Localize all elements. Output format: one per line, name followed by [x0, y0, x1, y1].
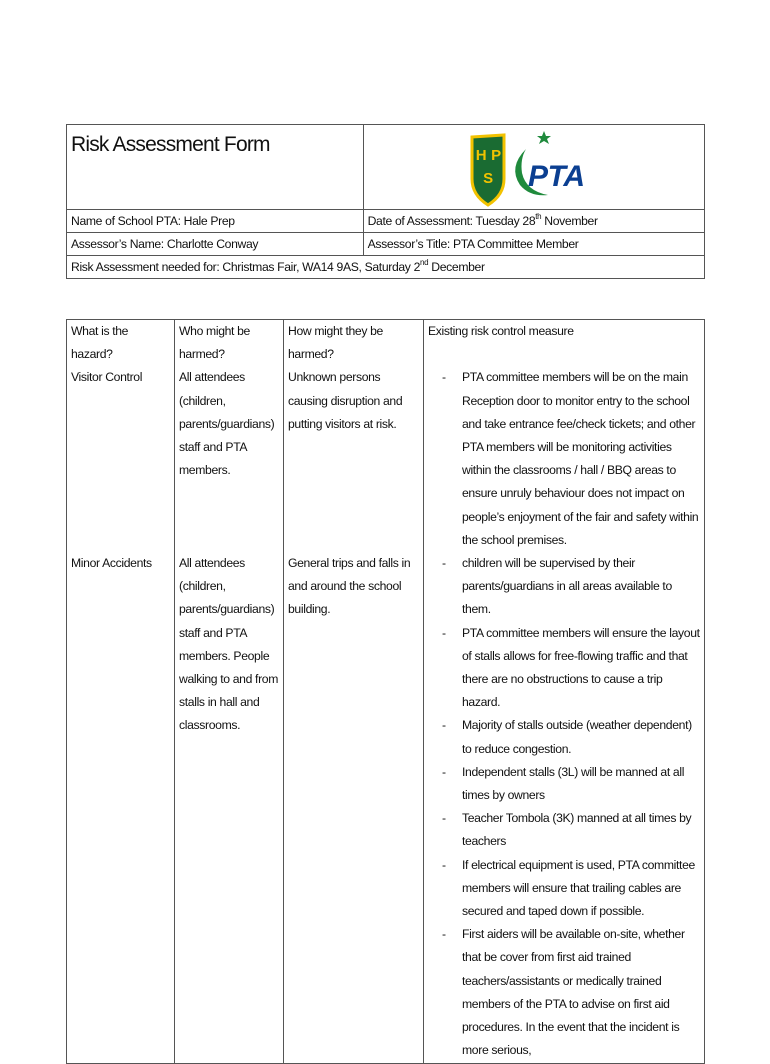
header-table [66, 124, 705, 279]
assessor-title-cell [363, 233, 704, 256]
logo-cell [363, 125, 704, 210]
assessor-name-cell [67, 233, 364, 256]
list-item: - If electrical equipment is used, PTA committee members will ensure that trailing cables are secured and taped down if possible. [428, 854, 700, 924]
assessor-name: Assessor’s Name: Charlotte Conway [71, 237, 259, 251]
form-title: Risk Assessment Form [71, 133, 270, 156]
shield-letter-s: S [482, 170, 493, 187]
who-cell: All attendees (children, parents/guardians) staff and PTA members. [175, 366, 284, 552]
pta-logo [468, 125, 588, 209]
list-item: - Independent stalls (3L) will be manned at all times by owners [428, 761, 700, 807]
measures-cell [424, 366, 705, 552]
list-item: - children will be supervised by their parents/guardians in all areas available to them. [428, 552, 700, 622]
date-prefix: Date of Assessment: Tuesday 28 [367, 214, 536, 228]
date-sup: th [535, 212, 542, 221]
school-pta: Name of School PTA: Hale Prep [71, 214, 235, 228]
shield-letter-p: P [490, 147, 501, 164]
needed-for-cell [67, 256, 705, 279]
needed-sup: nd [420, 258, 429, 267]
pta-logo-text: PTA [527, 160, 585, 193]
list-item: - Majority of stalls outside (weather dependent) to reduce congestion. [428, 714, 700, 760]
hazard-cell: Visitor Control [67, 366, 175, 552]
school-pta-cell [67, 210, 364, 233]
header-who: Who might be harmed? [175, 320, 284, 367]
date-suffix: November [541, 214, 598, 228]
shield-letter-h: H [475, 147, 486, 164]
header-how: How might they be harmed? [284, 320, 424, 367]
table-row [67, 552, 705, 1063]
measures-list [428, 552, 700, 1062]
star-icon [537, 131, 551, 144]
measures-list [428, 366, 700, 552]
needed-prefix: Risk Assessment needed for: Christmas Fair, WA14 9AS, Saturday 2 [71, 260, 421, 274]
table-header-row [67, 320, 705, 367]
list-item: - First aiders will be available on-site, whether that be cover from first aid trained teachers/assistants or medically trained members of the PTA to advise on first aid procedures. In the event that the incident is more serious, [428, 923, 700, 1062]
list-item: - PTA committee members will ensure the layout of stalls allows for free-flowing traffic and that there are no obstructions to cause a trip hazard. [428, 622, 700, 715]
how-cell: Unknown persons causing disruption and putting visitors at risk. [284, 366, 424, 552]
assessor-title: Assessor’s Title: PTA Committee Member [367, 237, 579, 251]
hazard-cell: Minor Accidents [67, 552, 175, 1063]
table-row [67, 366, 705, 552]
header-hazard: What is the hazard? [67, 320, 175, 367]
needed-suffix: December [428, 260, 485, 274]
header-measures: Existing risk control measure [424, 320, 705, 367]
list-item: - PTA committee members will be on the main Reception door to monitor entry to the school and take entrance fee/check tickets; and other PTA members will be monitoring activities within the classrooms / hall / BBQ areas to ensure unruly behaviour does not impact on people’s enjoyment of the fair and safety within the school premises. [428, 366, 700, 552]
who-cell: All attendees (children, parents/guardians) staff and PTA members. People walking to and from stalls in hall and classrooms. [175, 552, 284, 1063]
date-cell [363, 210, 704, 233]
risk-table [66, 319, 705, 1064]
measures-cell [424, 552, 705, 1063]
list-item: - Teacher Tombola (3K) manned at all times by teachers [428, 807, 700, 853]
title-cell [67, 125, 364, 210]
how-cell: General trips and falls in and around the school building. [284, 552, 424, 1063]
